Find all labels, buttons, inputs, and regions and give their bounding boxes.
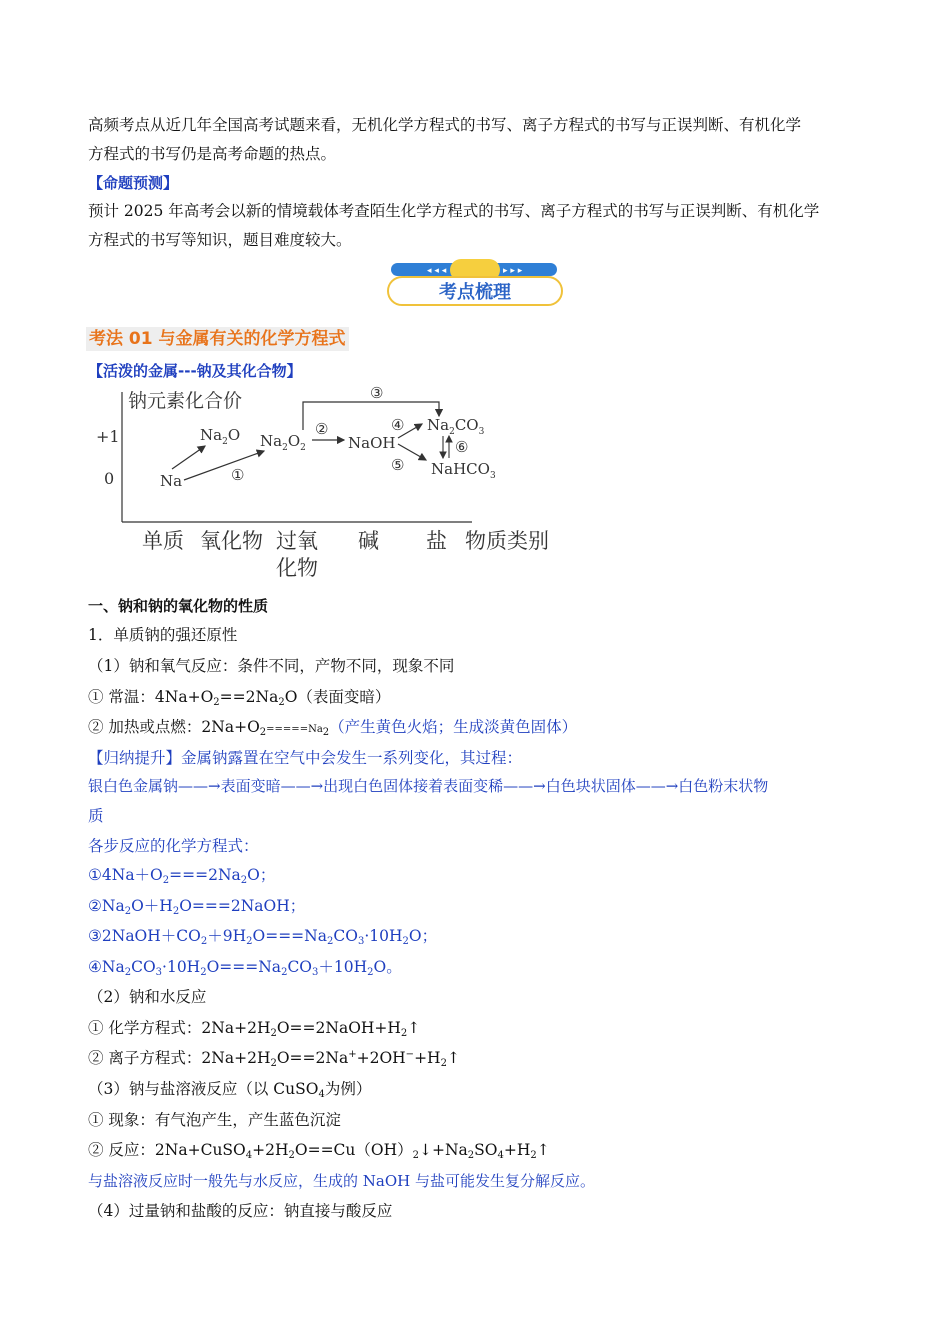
arrow-na-na2o2 — [184, 451, 264, 480]
y-tick-0: 0 — [104, 469, 115, 488]
prediction-line-1: 预计 2025 年高考会以新的情境载体考查陌生化学方程式的书写、离子方程式的书写与正误判断、有机化学 — [88, 202, 820, 220]
prediction-line-2: 方程式的书写等知识，题目难度较大。 — [88, 231, 352, 249]
x-cat-elemental: 单质 — [142, 529, 184, 553]
arrow-na-na2o — [172, 446, 205, 469]
step-4: ④ — [391, 416, 405, 434]
node-na2co3: $Na_2CO_3$ — [427, 416, 485, 437]
node-na2o2: $Na_2O_2$ — [260, 432, 306, 453]
step-6: ⑥ — [455, 438, 469, 456]
step-1: ① — [231, 466, 245, 484]
summary-eq-4: $④Na_2CO_3\cdot 10H_2O===Na_2CO_3+10H_2O$。 — [88, 958, 402, 978]
summary-intro: 【归纳提升】金属钠露置在空气中会发生一系列变化，其过程： — [88, 749, 523, 767]
para-oxygen-reaction: （1）钠和氧气反应：条件不同，产物不同，现象不同 — [88, 657, 455, 675]
sodium-valence-diagram — [96, 380, 580, 585]
summary-eq-1: $①4Na+O_2===2Na_2O$； — [88, 866, 276, 886]
summary-eq-3: $③2NaOH+CO_2+9H_2O===Na_2CO_3\cdot 10H_2O$； — [88, 927, 438, 947]
para-strong-reducing: 1．单质钠的强还原性 — [88, 626, 238, 644]
summary-equations-label: 各步反应的化学方程式： — [88, 837, 259, 855]
summary-process-cont: 质 — [88, 807, 104, 825]
summary-eq-2: $②Na_2O+H_2O===2NaOH$； — [88, 897, 306, 917]
node-na2o: $Na_2O$ — [200, 426, 241, 447]
eq-room-temp: ① 常温：$4Na+O_2==2Na_2O$（表面变暗） — [88, 688, 391, 708]
para-phenomenon: ① 现象：有气泡产生，产生蓝色沉淀 — [88, 1111, 341, 1129]
eq-water-ionic: ② 离子方程式：$2Na+2H_2O==2Na^++2OH^-+H_2↑$ — [88, 1049, 460, 1069]
banner-graphic — [385, 259, 565, 309]
eq-water-chemical: ① 化学方程式：$2Na+2H_2O==2NaOH+H_2↑$ — [88, 1019, 421, 1039]
summary-process: 银白色金属钠——→表面变暗——→出现白色固体接着表面变稀——→白色块状固体——→白色粉末状物 — [88, 777, 769, 795]
section-banner — [385, 259, 565, 309]
prediction-title: 【命题预测】 — [88, 174, 179, 192]
y-axis-label: 钠元素化合价 — [128, 390, 243, 412]
x-cat-peroxide-2: 化物 — [276, 556, 318, 580]
x-cat-base: 碱 — [358, 529, 379, 553]
para-hydrochloric-acid: （4）过量钠和盐酸的反应：钠直接与酸反应 — [88, 1202, 393, 1220]
step-3: ③ — [370, 384, 384, 402]
diagram-svg — [96, 380, 580, 585]
heading-sodium-properties: 一、钠和钠的氧化物的性质 — [88, 597, 269, 615]
banner-label: 考点梳理 — [439, 282, 511, 303]
y-tick-plus1: +1 — [96, 427, 120, 446]
section-title: 考法 01 与金属有关的化学方程式 — [86, 327, 349, 351]
svg-text:▸ ▸ ▸: ▸ ▸ ▸ — [503, 266, 523, 276]
note-salt-solution: 与盐溶液反应时一般先与水反应，生成的 NaOH 与盐可能发生复分解反应。 — [88, 1172, 595, 1190]
node-naoh: NaOH — [348, 434, 396, 452]
x-cat-oxide: 氧化物 — [200, 529, 263, 553]
para-water-reaction: （2）钠和水反应 — [88, 988, 207, 1006]
x-cat-peroxide-1: 过氧 — [276, 529, 318, 553]
x-cat-salt: 盐 — [426, 529, 447, 553]
intro-line-1: 高频考点从近几年全国高考试题来看，无机化学方程式的书写、离子方程式的书写与正误判断、有机化学 — [88, 116, 802, 134]
eq-heating: ② 加热或点燃：$2Na+O_2=====Na_2$（产生黄色火焰；生成淡黄色固体） — [88, 718, 578, 738]
x-cat-class: 物质类别 — [465, 529, 549, 553]
eq-copper-sulfate: ② 反应：$2Na+CuSO_4+2H_2O==Cu(OH)_2↓+Na_2SO_4+H_2↑$ — [88, 1141, 550, 1161]
step-5: ⑤ — [391, 456, 405, 474]
step-2: ② — [315, 420, 329, 438]
node-na: Na — [160, 472, 183, 490]
svg-text:◂ ◂ ◂: ◂ ◂ ◂ — [427, 266, 447, 276]
para-salt-solution: （3）钠与盐溶液反应（以 CuSO$_4$为例） — [88, 1080, 372, 1100]
node-nahco3: NaHCO$_3$ — [431, 460, 496, 481]
section-subtitle: 【活泼的金属---钠及其化合物】 — [88, 362, 302, 380]
intro-line-2: 方程式的书写仍是高考命题的热点。 — [88, 145, 337, 163]
